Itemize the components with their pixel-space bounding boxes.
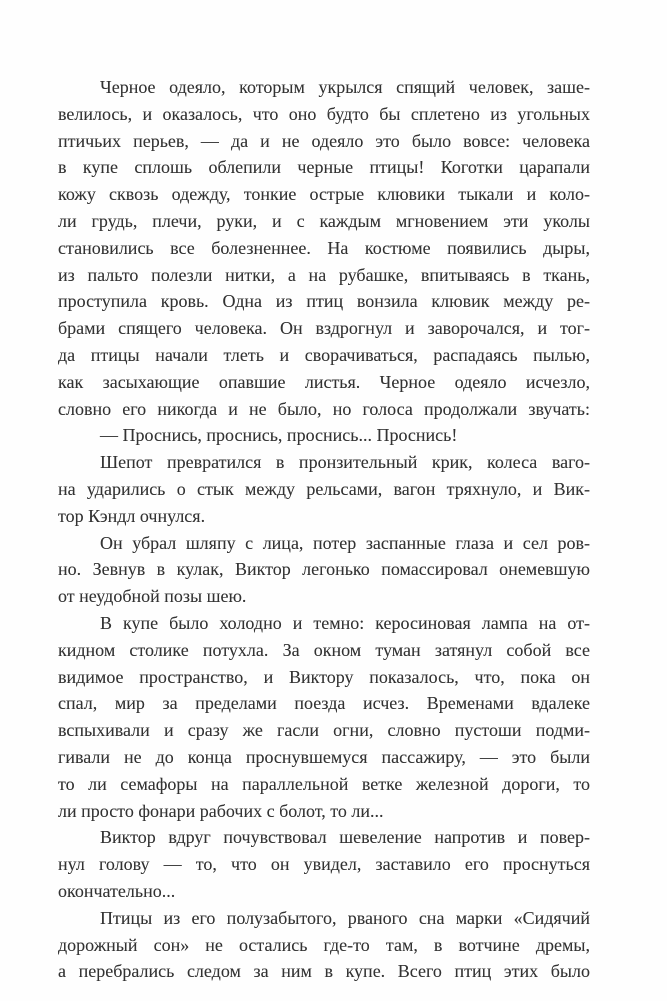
text-line: окончательно... — [58, 880, 176, 901]
text-line: а перебрались следом за ним в купе. Всего птиц этих было — [58, 961, 590, 982]
text-line: кидном столике потухла. За окном туман затянул собой все — [58, 639, 590, 660]
paragraph — [58, 905, 590, 985]
text-line: на ударились о стык между рельсами, вагон тряхнуло, и Вик- — [58, 478, 590, 499]
text-line: кожу сквозь одежду, тонкие острые клювики тыкали и коло- — [58, 184, 590, 205]
text-line: да птицы начали тлеть и сворачиваться, распадаясь пылью, — [58, 344, 590, 365]
text-line: ли просто фонари рабочих с болот, то ли... — [58, 800, 384, 821]
text-line: как засыхающие опавшие листья. Черное одеяло исчезло, — [58, 371, 590, 392]
text-line: птичьих перьев, — да и не одеяло это было вовсе: человека — [58, 130, 590, 151]
page-text — [58, 74, 590, 985]
text-line: в купе сплошь облепили черные птицы! Коготки царапали — [58, 157, 590, 178]
text-line: вспыхивали и сразу же гасли огни, словно пустоши подми- — [58, 720, 590, 741]
paragraph — [58, 449, 590, 529]
text-line: Виктор вдруг почувствовал шевеление напротив и повер- — [100, 827, 590, 848]
text-line: В купе было холодно и темно: керосиновая лампа на от- — [100, 612, 590, 633]
text-line: спал, мир за пределами поезда исчез. Временами вдалеке — [58, 693, 590, 714]
paragraph — [58, 74, 590, 422]
text-line: дорожный сон» не остались где-то там, в вотчине дремы, — [58, 934, 590, 955]
text-line: гивали не до конца проснувшемуся пассажиру, — это были — [58, 746, 590, 767]
text-line: брами спящего человека. Он вздрогнул и заворочался, и тог- — [58, 318, 590, 339]
text-line: от неудобной позы шею. — [58, 586, 247, 607]
text-line: — Проснись, проснись, проснись... Проснись! — [100, 425, 458, 446]
paragraph — [58, 610, 590, 824]
text-line: видимое пространство, и Виктору показалось, что, пока он — [58, 666, 590, 687]
text-line: велилось, и оказалось, что оно будто бы сплетено из угольных — [58, 103, 590, 124]
text-line: становились все болезненнее. На костюме появились дыры, — [58, 237, 590, 258]
text-line: Он убрал шляпу с лица, потер заспанные глаза и сел ров- — [100, 532, 590, 553]
text-line: проступила кровь. Одна из птиц вонзила клювик между ре- — [58, 291, 590, 312]
text-line: но. Зевнув в кулак, Виктор легонько помассировал онемевшую — [58, 559, 590, 580]
text-line: нул голову — то, что он увидел, заставило его проснуться — [58, 854, 590, 875]
paragraph — [58, 824, 590, 904]
text-line: из пальто полезли нитки, а на рубашке, впитываясь в ткань, — [58, 264, 590, 285]
text-line: ли грудь, плечи, руки, и с каждым мгновением эти уколы — [58, 210, 590, 231]
text-line: Черное одеяло, которым укрылся спящий человек, заше- — [100, 77, 590, 97]
paragraph — [58, 530, 590, 610]
text-line: Шепот превратился в пронзительный крик, колеса ваго- — [100, 452, 590, 473]
text-line: Птицы из его полузабытого, рваного сна марки «Сидячий — [100, 907, 590, 928]
paragraph — [58, 422, 590, 449]
text-line: словно его никогда и не было, но голоса продолжали звучать: — [58, 398, 590, 419]
text-line: тор Кэндл очнулся. — [58, 505, 206, 526]
text-line: то ли семафоры на параллельной ветке железной дороги, то — [58, 773, 590, 794]
